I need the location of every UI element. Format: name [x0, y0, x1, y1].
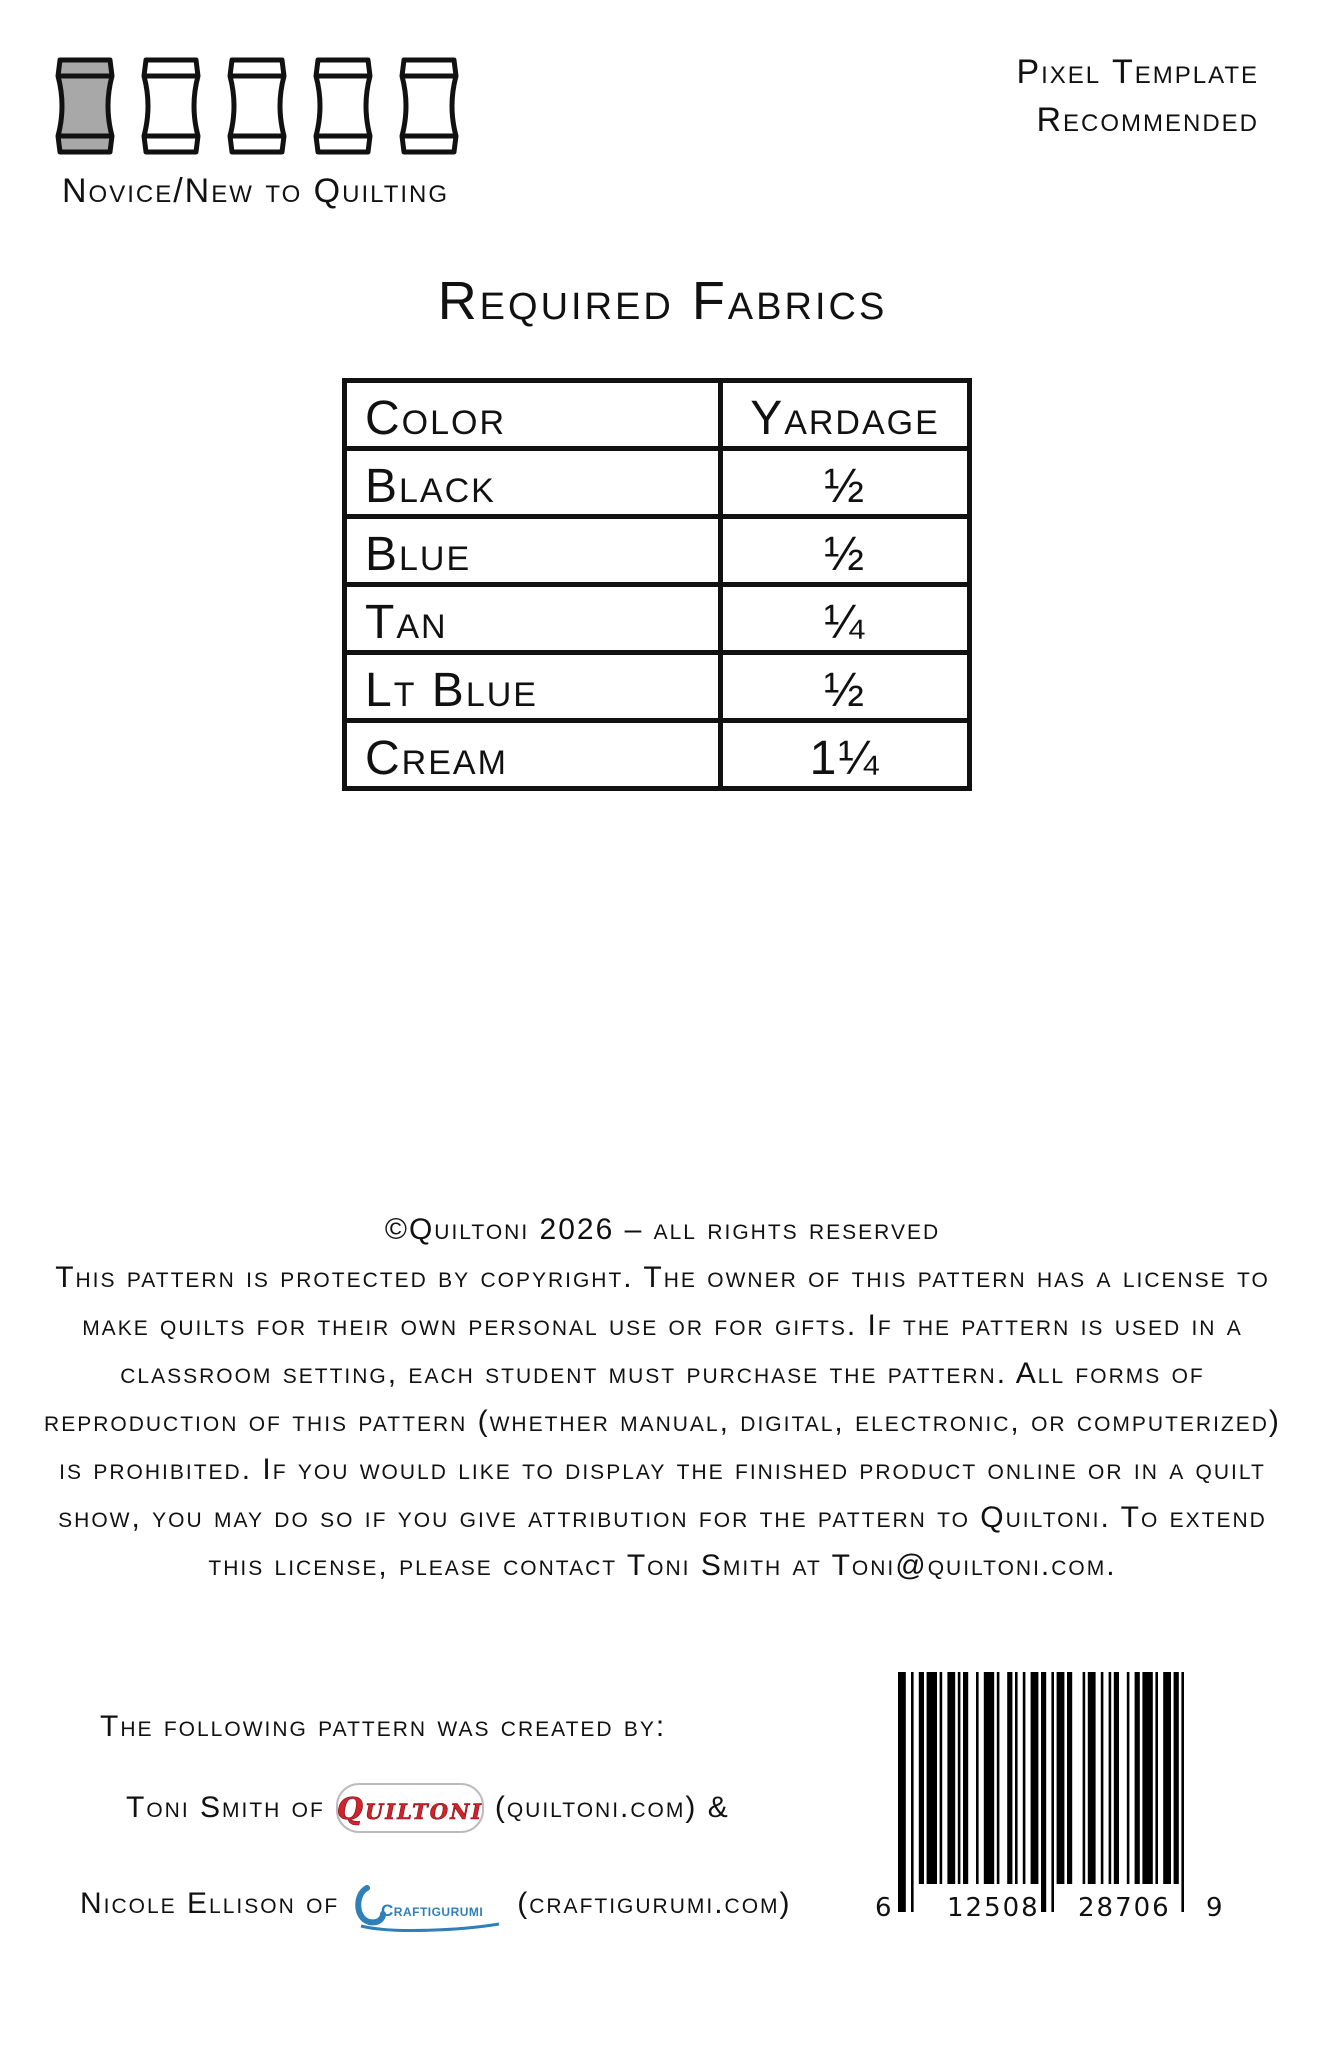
barcode-bar [1031, 1672, 1039, 1884]
creator1-site: (quiltoni.com) & [494, 1791, 730, 1824]
template-note [1016, 48, 1259, 144]
fabric-yardage: ½ [721, 653, 970, 721]
credit-line-2 [80, 1874, 792, 1934]
header-color: Color [345, 381, 721, 449]
barcode-bar [976, 1672, 979, 1884]
quiltoni-logo-text: Quiltoni [336, 1792, 483, 1827]
barcode-bar [1155, 1672, 1158, 1884]
difficulty-label: Novice/New to Quilting [62, 172, 450, 210]
fabric-yardage: ¼ [721, 585, 970, 653]
spool-empty-4 [316, 60, 370, 152]
header-yardage: Yardage [721, 381, 970, 449]
fabric-color: Cream [345, 721, 721, 789]
barcode-bar [1181, 1672, 1184, 1912]
fabric-color: Black [345, 449, 721, 517]
barcode [878, 1672, 1218, 1912]
barcode-bar [1101, 1672, 1104, 1884]
barcode-bar [984, 1672, 994, 1884]
barcode-bar [898, 1672, 906, 1912]
table-row [345, 653, 970, 721]
barcode-bar [1041, 1672, 1046, 1912]
craftigurumi-logo [353, 1874, 503, 1934]
barcode-bar [997, 1672, 1000, 1884]
craftigurumi-logo-text: Craftigurumi [381, 1901, 484, 1920]
barcode-bar [1142, 1672, 1152, 1884]
table-row [345, 517, 970, 585]
difficulty-spools [54, 54, 484, 159]
fabric-yardage: 1¼ [721, 721, 970, 789]
barcode-bar [927, 1672, 937, 1884]
creator2-name: Nicole Ellison of [80, 1887, 340, 1920]
barcode-bar [1067, 1672, 1072, 1884]
spool-empty-3 [230, 60, 284, 152]
creator1-name: Toni Smith of [126, 1791, 325, 1824]
barcode-bar [1083, 1672, 1086, 1884]
barcode-bar [1114, 1672, 1119, 1884]
barcode-bar [1015, 1672, 1018, 1884]
copyright-heading: ©Quiltoni 2026 – all rights reserved [384, 1213, 941, 1246]
barcode-bar [1174, 1672, 1179, 1884]
barcode-bar [1127, 1672, 1130, 1884]
barcode-bar [911, 1672, 914, 1912]
creator2-site: (craftigurumi.com) [517, 1887, 792, 1920]
copyright-block [30, 1206, 1295, 1590]
barcode-bar [1051, 1672, 1054, 1912]
table-row [345, 721, 970, 789]
barcode-bar [1109, 1672, 1112, 1884]
quiltoni-logo [335, 1776, 485, 1840]
fabrics-title: Required Fabrics [437, 271, 888, 331]
barcode-bar [1007, 1672, 1012, 1884]
copyright-body: This pattern is protected by copyright. The owner of this pattern has a license to make quilts for their own personal use or for gifts. If the pattern is used in a classroom setting, each student must purchase the pattern. All forms of reproduction of this pattern (whether manual, digital, electronic, or computerized) is prohibited. If you would like to display the finished product online or in a quilt show, you may do so if you give attribution for the pattern to Quiltoni. To extend this license, please contact Toni Smith at Toni@quiltoni.com. [44, 1261, 1281, 1582]
barcode-bar [947, 1672, 955, 1884]
barcode-bar [1023, 1672, 1026, 1884]
barcode-bar [919, 1672, 924, 1884]
template-note-line2: Recommended [1036, 101, 1259, 139]
spool-empty-5 [402, 60, 456, 152]
fabric-color: Blue [345, 517, 721, 585]
barcode-bar [1088, 1672, 1096, 1884]
fabric-color: Tan [345, 585, 721, 653]
fabrics-table [342, 378, 972, 791]
fabric-yardage: ½ [721, 449, 970, 517]
table-row [345, 585, 970, 653]
barcode-bar [1163, 1672, 1171, 1884]
table-header-row [345, 381, 970, 449]
barcode-digit-first: 6 [875, 1893, 894, 1923]
barcode-group-2: 28706 [1078, 1893, 1171, 1923]
barcode-bar [940, 1672, 943, 1884]
barcode-bar [1135, 1672, 1140, 1884]
credits-intro: The following pattern was created by: [100, 1710, 667, 1743]
table-row [345, 449, 970, 517]
credit-line-1 [126, 1776, 730, 1840]
template-note-line1: Pixel Template [1016, 53, 1259, 91]
barcode-digit-last: 9 [1206, 1893, 1225, 1923]
spool-empty-2 [144, 60, 198, 152]
fabric-color: Lt Blue [345, 653, 721, 721]
barcode-group-1: 12508 [947, 1893, 1040, 1923]
barcode-bar [963, 1672, 968, 1884]
barcode-bar [1057, 1672, 1065, 1884]
barcode-bar [958, 1672, 961, 1884]
fabric-yardage: ½ [721, 517, 970, 585]
